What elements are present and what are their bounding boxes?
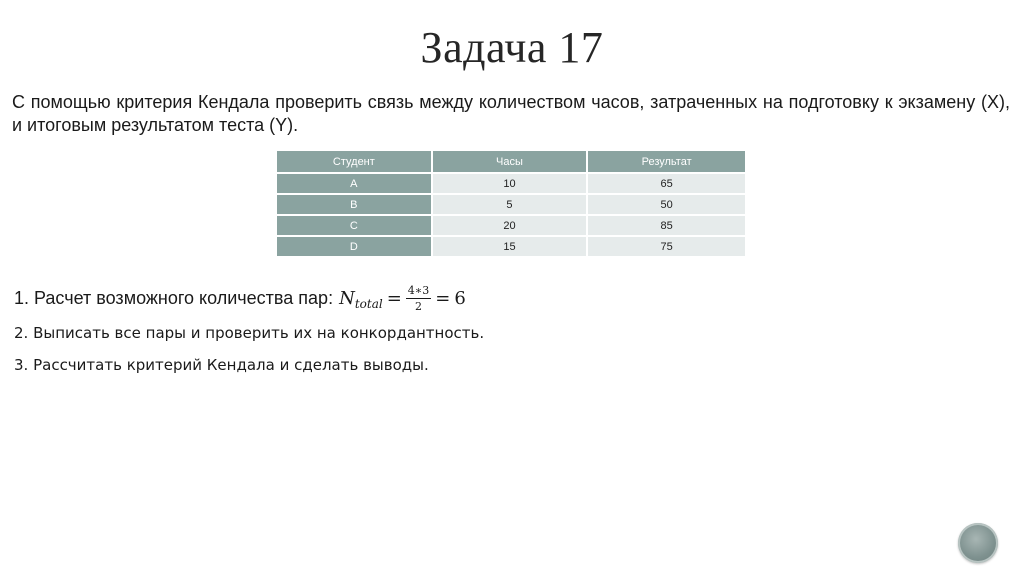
formula-symbol: N [339,288,355,309]
pairs-formula [339,284,466,313]
fraction-numerator: 4∗3 [407,284,430,297]
fraction-denominator: 2 [415,300,423,313]
hours-cell: 15 [433,237,589,258]
task-description: С помощью критерия Кендала проверить связь между количеством часов, затраченных на подготовку к экзамену (X), и итоговым результатом теста (Y). [12,92,1010,135]
slide-nav-circle-icon[interactable] [958,523,998,563]
data-table [277,151,745,258]
table-row [277,174,745,195]
formula-subscript: total [354,296,383,311]
step-1 [14,284,466,313]
formula-equals: = [386,288,402,309]
column-header-hours: Часы [433,151,589,174]
step-3: 3. Рассчитать критерий Кендала и сделать выводы. [14,356,429,374]
table-header-row [277,151,745,174]
slide-title: Задача 17 [420,23,604,72]
student-cell: A [277,174,433,195]
result-cell: 50 [588,195,745,216]
hours-cell: 10 [433,174,589,195]
column-header-result: Результат [588,151,745,174]
hours-cell: 20 [433,216,589,237]
formula-equals: = [435,288,451,309]
hours-cell: 5 [433,195,589,216]
table-row [277,195,745,216]
formula-fraction [406,284,431,313]
column-header-student: Студент [277,151,433,174]
table-row [277,237,745,258]
step-2: 2. Выписать все пары и проверить их на конкордантность. [14,324,485,342]
table-row [277,216,745,237]
student-cell: B [277,195,433,216]
result-cell: 65 [588,174,745,195]
result-cell: 85 [588,216,745,237]
result-cell: 75 [588,237,745,258]
student-cell: D [277,237,433,258]
student-cell: C [277,216,433,237]
formula-result: 6 [454,288,466,309]
step-1-label: 1. Расчет возможного количества пар: [14,288,334,308]
